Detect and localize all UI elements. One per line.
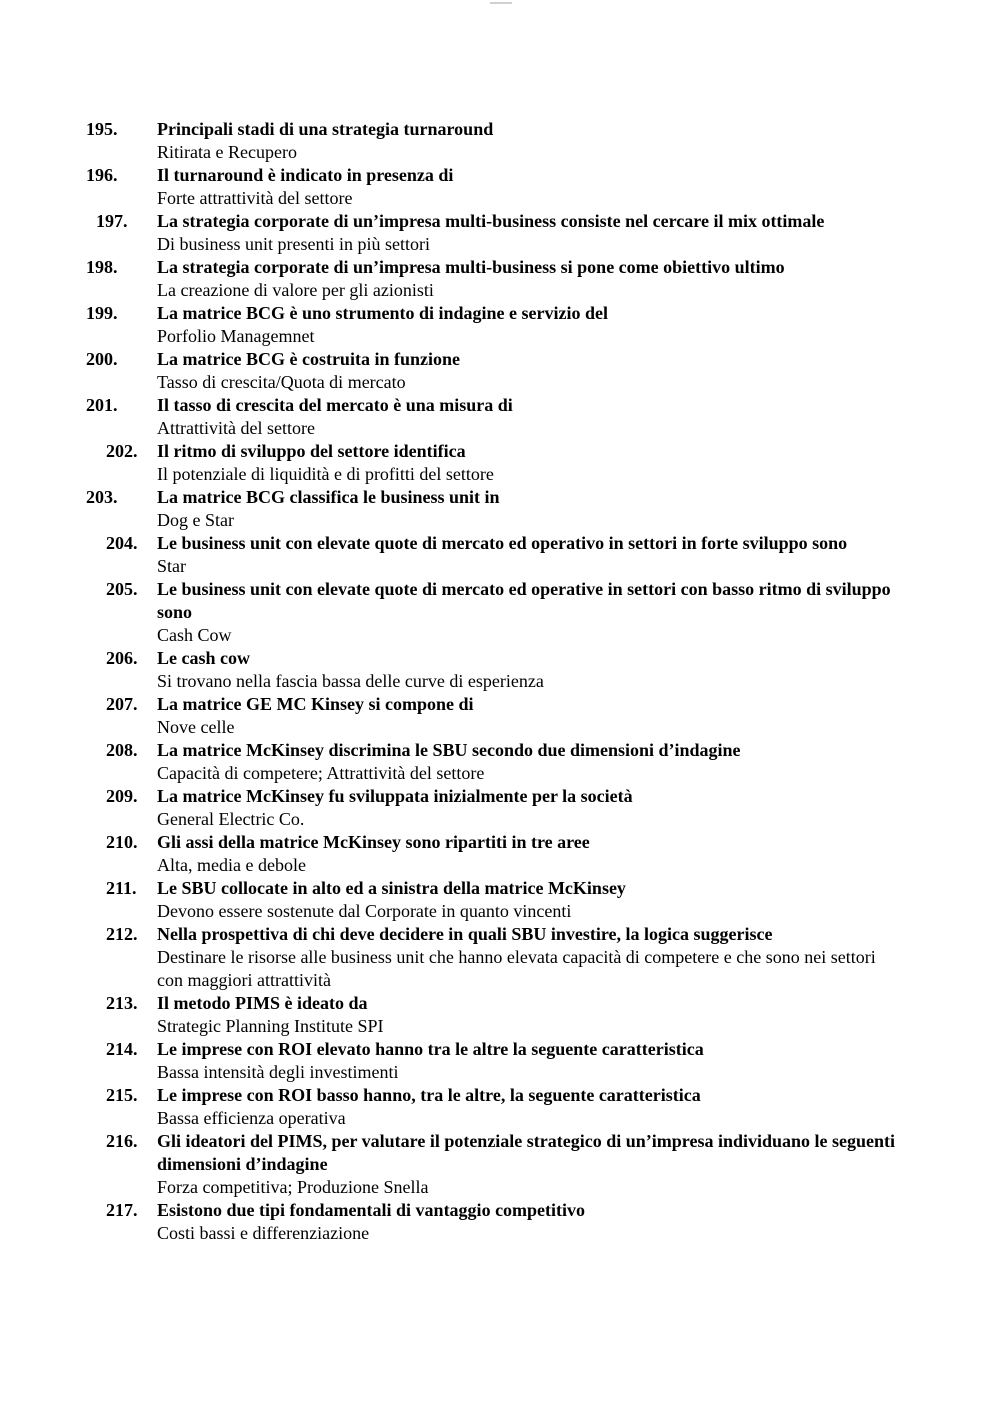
question-text: La matrice McKinsey discrimina le SBU secondo due dimensioni d’indagine xyxy=(157,740,741,760)
question-text: Le SBU collocate in alto ed a sinistra della matrice McKinsey xyxy=(157,878,626,898)
qa-item xyxy=(0,164,1000,210)
question-text: Il ritmo di sviluppo del settore identifica xyxy=(157,441,466,461)
question-text: La strategia corporate di un’impresa multi-business consiste nel cercare il mix ottimale xyxy=(157,211,825,231)
answer-text: Forte attrattività del settore xyxy=(157,188,353,208)
qa-item xyxy=(0,877,1000,923)
question-text: Esistono due tipi fondamentali di vantaggio competitivo xyxy=(157,1200,586,1220)
answer-text: Dog e Star xyxy=(157,510,234,530)
answer-text: Di business unit presenti in più settori xyxy=(157,234,430,254)
qa-item xyxy=(0,1084,1000,1130)
qa-item xyxy=(0,693,1000,739)
qa-item xyxy=(0,992,1000,1038)
answer-text: Bassa intensità degli investimenti xyxy=(157,1062,399,1082)
qa-item xyxy=(0,923,1000,992)
page-header-mark xyxy=(490,2,512,4)
question-text: Il metodo PIMS è ideato da xyxy=(157,993,368,1013)
answer-text: Forza competitiva; Produzione Snella xyxy=(157,1177,429,1197)
qa-item xyxy=(0,440,1000,486)
qa-item xyxy=(0,486,1000,532)
item-number: 204. xyxy=(106,533,138,553)
answer-text: Ritirata e Recupero xyxy=(157,142,297,162)
answer-text: Porfolio Managemnet xyxy=(157,326,315,346)
answer-text: Costi bassi e differenziazione xyxy=(157,1223,370,1243)
item-number: 203. xyxy=(86,487,118,507)
question-text: Nella prospettiva di chi deve decidere in quali SBU investire, la logica suggerisce xyxy=(157,924,773,944)
question-text: Le cash cow xyxy=(157,648,250,668)
item-number: 205. xyxy=(106,579,138,599)
item-number: 215. xyxy=(106,1085,138,1105)
item-number: 217. xyxy=(106,1200,138,1220)
answer-text: Nove celle xyxy=(157,717,235,737)
answer-text: Alta, media e debole xyxy=(157,855,306,875)
question-text: Gli assi della matrice McKinsey sono ripartiti in tre aree xyxy=(157,832,590,852)
qa-item xyxy=(0,1199,1000,1245)
qa-item xyxy=(0,302,1000,348)
answer-text: Il potenziale di liquidità e di profitti del settore xyxy=(157,464,494,484)
qa-item xyxy=(0,210,1000,256)
question-text: La matrice McKinsey fu sviluppata inizialmente per la società xyxy=(157,786,633,806)
question-text: La matrice BCG è costruita in funzione xyxy=(157,349,460,369)
question-text: La matrice BCG classifica le business unit in xyxy=(157,487,500,507)
answer-text: General Electric Co. xyxy=(157,809,305,829)
item-number: 201. xyxy=(86,395,118,415)
answer-text: Cash Cow xyxy=(157,625,232,645)
answer-text: Attrattività del settore xyxy=(157,418,315,438)
item-number: 211. xyxy=(106,878,137,898)
answer-text: Destinare le risorse alle business unit che hanno elevata capacità di competere e che sono nei settori con maggiori attrattività xyxy=(157,947,876,990)
item-number: 199. xyxy=(86,303,118,323)
qa-item xyxy=(0,785,1000,831)
qa-item xyxy=(0,1038,1000,1084)
question-text: Principali stadi di una strategia turnaround xyxy=(157,119,494,139)
qa-item xyxy=(0,647,1000,693)
question-text: Le business unit con elevate quote di mercato ed operative in settori con basso ritmo di sviluppo sono xyxy=(157,579,891,622)
question-text: Il turnaround è indicato in presenza di xyxy=(157,165,454,185)
answer-text: Tasso di crescita/Quota di mercato xyxy=(157,372,406,392)
answer-text: Devono essere sostenute dal Corporate in quanto vincenti xyxy=(157,901,572,921)
item-number: 207. xyxy=(106,694,138,714)
item-number: 208. xyxy=(106,740,138,760)
question-text: Le imprese con ROI basso hanno, tra le altre, la seguente caratteristica xyxy=(157,1085,701,1105)
question-text: Le imprese con ROI elevato hanno tra le altre la seguente caratteristica xyxy=(157,1039,704,1059)
item-number: 198. xyxy=(86,257,118,277)
question-text: Il tasso di crescita del mercato è una misura di xyxy=(157,395,513,415)
item-number: 209. xyxy=(106,786,138,806)
qa-item xyxy=(0,394,1000,440)
qa-item xyxy=(0,1130,1000,1199)
item-number: 202. xyxy=(106,441,138,461)
item-number: 213. xyxy=(106,993,138,1013)
item-number: 196. xyxy=(86,165,118,185)
answer-text: Si trovano nella fascia bassa delle curve di esperienza xyxy=(157,671,544,691)
item-number: 212. xyxy=(106,924,138,944)
item-number: 200. xyxy=(86,349,118,369)
qa-item xyxy=(0,348,1000,394)
question-answer-list xyxy=(0,118,1000,1245)
answer-text: Capacità di competere; Attrattività del settore xyxy=(157,763,485,783)
qa-item xyxy=(0,532,1000,578)
answer-text: Star xyxy=(157,556,186,576)
answer-text: Bassa efficienza operativa xyxy=(157,1108,346,1128)
question-text: La matrice BCG è uno strumento di indagine e servizio del xyxy=(157,303,608,323)
answer-text: Strategic Planning Institute SPI xyxy=(157,1016,384,1036)
qa-item xyxy=(0,118,1000,164)
item-number: 206. xyxy=(106,648,138,668)
item-number: 197. xyxy=(96,211,128,231)
question-text: La matrice GE MC Kinsey si compone di xyxy=(157,694,474,714)
item-number: 214. xyxy=(106,1039,138,1059)
answer-text: La creazione di valore per gli azionisti xyxy=(157,280,434,300)
question-text: Gli ideatori del PIMS, per valutare il potenziale strategico di un’impresa individuano le seguenti dimensioni d’indagine xyxy=(157,1131,895,1174)
item-number: 195. xyxy=(86,119,118,139)
item-number: 210. xyxy=(106,832,138,852)
question-text: Le business unit con elevate quote di mercato ed operativo in settori in forte sviluppo sono xyxy=(157,533,848,553)
qa-item xyxy=(0,739,1000,785)
item-number: 216. xyxy=(106,1131,138,1151)
qa-item xyxy=(0,831,1000,877)
qa-item xyxy=(0,256,1000,302)
qa-item xyxy=(0,578,1000,647)
question-text: La strategia corporate di un’impresa multi-business si pone come obiettivo ultimo xyxy=(157,257,785,277)
